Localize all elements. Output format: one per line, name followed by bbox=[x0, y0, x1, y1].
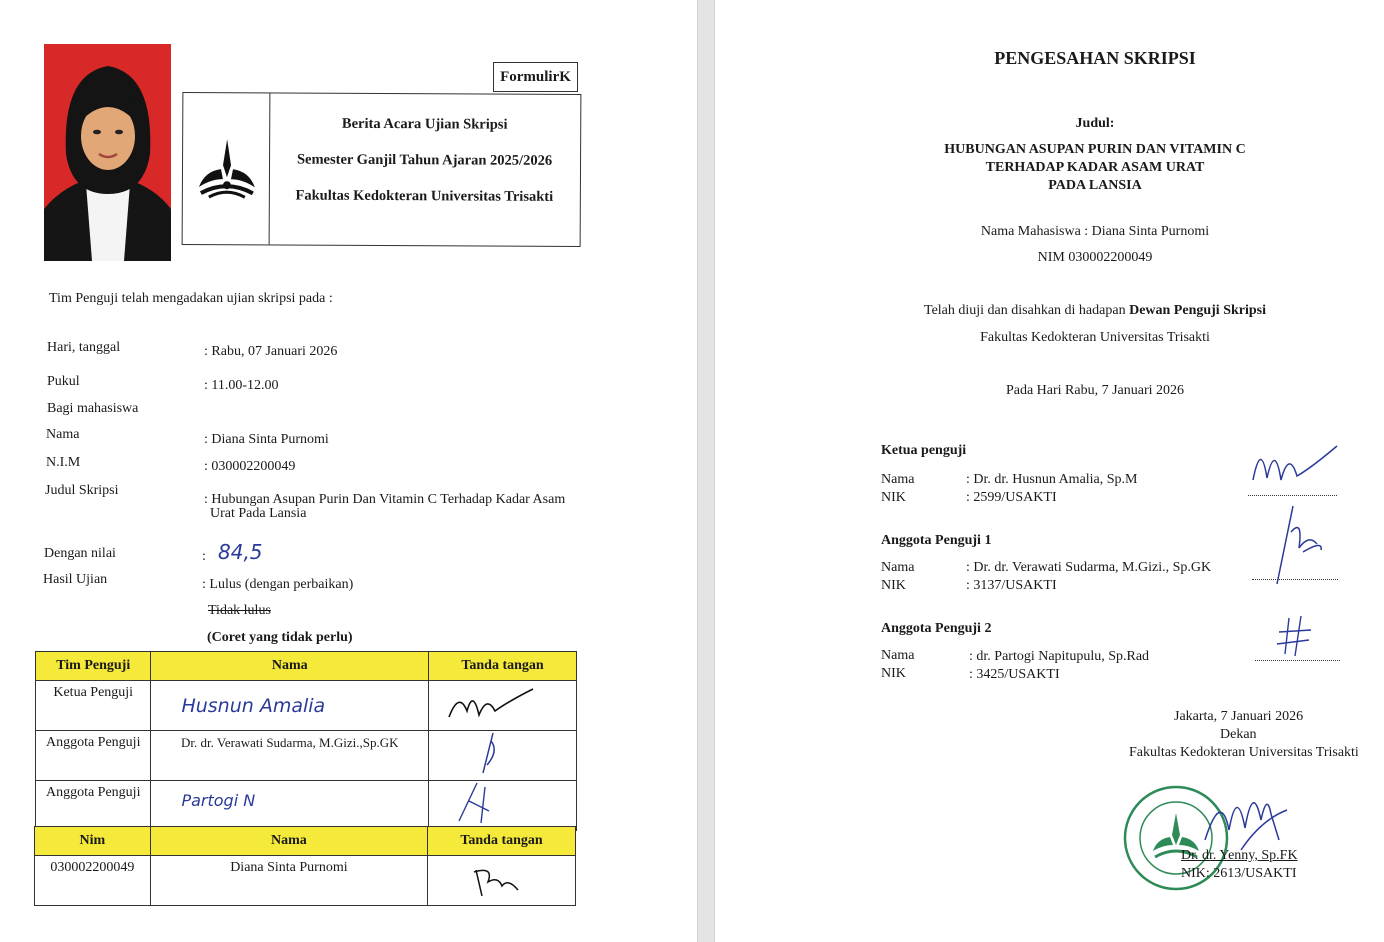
pengesahan-page bbox=[715, 0, 1384, 942]
judul-value-line1: : Hubungan Asupan Purin Dan Vitamin C Terhadap Kadar Asam bbox=[204, 492, 566, 507]
diuji-text: Telah diuji dan disahkan di hadapan Dewan Penguji Skripsi bbox=[924, 303, 1266, 318]
name-cell: Dr. dr. Verawati Sudarma, M.Gizi.,Sp.GK bbox=[151, 731, 429, 781]
nama-value: : Diana Sinta Purnomi bbox=[204, 432, 329, 447]
signature-cell bbox=[429, 681, 577, 731]
examiner-name: : dr. Partogi Napitupulu, Sp.Rad bbox=[969, 649, 1150, 664]
signature-cell bbox=[429, 731, 577, 781]
col-tanda-tangan: Tanda tangan bbox=[429, 652, 577, 681]
document-header-box bbox=[182, 92, 582, 247]
signature-icon bbox=[429, 731, 569, 775]
table-row bbox=[36, 781, 577, 831]
signature-icon bbox=[428, 856, 568, 900]
examiner-nik: : 3137/USAKTI bbox=[966, 578, 1057, 593]
nim-label: N.I.M bbox=[46, 455, 81, 470]
examiner-role: Anggota Penguji 1 bbox=[881, 533, 992, 548]
nama-label: Nama bbox=[881, 648, 915, 663]
judul-line3: PADA LANSIA bbox=[1048, 178, 1142, 193]
judul-label: Judul Skripsi bbox=[45, 483, 119, 498]
nilai-label: Dengan nilai bbox=[44, 546, 116, 561]
dekan-label: Dekan bbox=[1220, 727, 1257, 742]
signature-line bbox=[1255, 660, 1340, 661]
signature-icon bbox=[1263, 504, 1333, 588]
pukul-label: Pukul bbox=[47, 374, 80, 389]
role-cell: Ketua Penguji bbox=[36, 681, 151, 731]
hasil-value: : Lulus (dengan perbaikan) bbox=[202, 577, 354, 592]
page-title: PENGESAHAN SKRIPSI bbox=[994, 48, 1196, 68]
trisakti-logo-icon bbox=[191, 135, 263, 205]
pada-hari: Pada Hari Rabu, 7 Januari 2026 bbox=[1005, 383, 1185, 398]
place-date: Jakarta, 7 Januari 2026 bbox=[1174, 709, 1304, 724]
hari-value: : Rabu, 07 Januari 2026 bbox=[204, 344, 338, 359]
examiner-name: : Dr. dr. Verawati Sudarma, M.Gizi., Sp.GK bbox=[966, 560, 1212, 575]
role-cell: Anggota Penguji bbox=[36, 731, 151, 781]
nim-cell: 030002200049 bbox=[35, 856, 151, 906]
nik-label: NIK bbox=[881, 666, 906, 681]
table-row bbox=[35, 856, 576, 906]
nim: NIM 030002200049 bbox=[1037, 250, 1153, 265]
dekan-faculty: Fakultas Kedokteran Universitas Trisakti bbox=[1129, 745, 1359, 760]
mahasiswa-table bbox=[34, 826, 576, 906]
nim-value: : 030002200049 bbox=[204, 459, 296, 474]
signature-icon bbox=[429, 781, 569, 825]
signature-line bbox=[1248, 495, 1337, 496]
dean-nik: NIK: 2613/USAKTI bbox=[1181, 866, 1297, 881]
nama-label: Nama bbox=[46, 427, 80, 442]
nik-label: NIK bbox=[881, 578, 906, 593]
examiner-nik: : 3425/USAKTI bbox=[969, 667, 1060, 682]
examiner-name: : Dr. dr. Husnun Amalia, Sp.M bbox=[966, 472, 1138, 487]
penguji-table bbox=[35, 651, 577, 831]
judul-value-line2: Urat Pada Lansia bbox=[210, 506, 307, 521]
nilai-colon: : bbox=[202, 549, 206, 564]
signature-icon bbox=[429, 681, 569, 725]
hasil-label: Hasil Ujian bbox=[43, 572, 108, 587]
col-tanda-tangan: Tanda tangan bbox=[428, 827, 576, 856]
nama-label: Nama bbox=[881, 560, 915, 575]
judul-label: Judul: bbox=[1075, 116, 1115, 131]
role-cell: Anggota Penguji bbox=[36, 781, 151, 831]
student-photo bbox=[44, 44, 171, 261]
col-nama: Nama bbox=[151, 652, 429, 681]
pukul-value: : 11.00-12.00 bbox=[204, 378, 279, 393]
examiner-nik: : 2599/USAKTI bbox=[966, 490, 1057, 505]
table-row bbox=[36, 681, 577, 731]
header-faculty: Fakultas Kedokteran Universitas Trisakti bbox=[295, 187, 554, 205]
signature-icon bbox=[1275, 614, 1325, 658]
nama-label: Nama bbox=[881, 472, 915, 487]
handwritten-name: Partogi N bbox=[181, 791, 256, 810]
col-nim: Nim bbox=[35, 827, 151, 856]
page-gap bbox=[697, 0, 715, 942]
signature-cell bbox=[428, 856, 576, 906]
handwritten-name: Husnun Amalia bbox=[181, 695, 326, 717]
bagi-label: Bagi mahasiswa bbox=[47, 401, 139, 416]
judul-line1: HUBUNGAN ASUPAN PURIN DAN VITAMIN C bbox=[944, 142, 1246, 157]
fakultas: Fakultas Kedokteran Universitas Trisakti bbox=[980, 330, 1210, 345]
examiner-role: Ketua penguji bbox=[881, 443, 967, 458]
hasil-struck: Tidak lulus bbox=[208, 603, 271, 618]
nilai-value: 84,5 bbox=[218, 540, 263, 564]
form-code: FormulirK bbox=[493, 62, 578, 92]
col-nama: Nama bbox=[150, 827, 427, 856]
name-cell: Diana Sinta Purnomi bbox=[150, 856, 427, 906]
table-row bbox=[36, 731, 577, 781]
coret-note: (Coret yang tidak perlu) bbox=[207, 630, 353, 645]
header-title: Berita Acara Ujian Skripsi bbox=[341, 115, 508, 133]
judul-line2: TERHADAP KADAR ASAM URAT bbox=[985, 160, 1205, 175]
intro-text: Tim Penguji telah mengadakan ujian skripsi pada : bbox=[49, 291, 333, 306]
col-tim-penguji: Tim Penguji bbox=[36, 652, 151, 681]
signature-icon bbox=[1247, 436, 1347, 492]
nama-mahasiswa: Nama Mahasiswa : Diana Sinta Purnomi bbox=[980, 224, 1210, 239]
signature-line bbox=[1252, 579, 1338, 580]
header-semester: Semester Ganjil Tahun Ajaran 2025/2026 bbox=[296, 151, 553, 169]
dean-name: Dr. dr. Yenny, Sp.FK bbox=[1181, 848, 1298, 863]
hari-label: Hari, tanggal bbox=[47, 340, 121, 355]
examiner-role: Anggota Penguji 2 bbox=[881, 621, 992, 636]
nik-label: NIK bbox=[881, 490, 906, 505]
signature-cell bbox=[429, 781, 577, 831]
